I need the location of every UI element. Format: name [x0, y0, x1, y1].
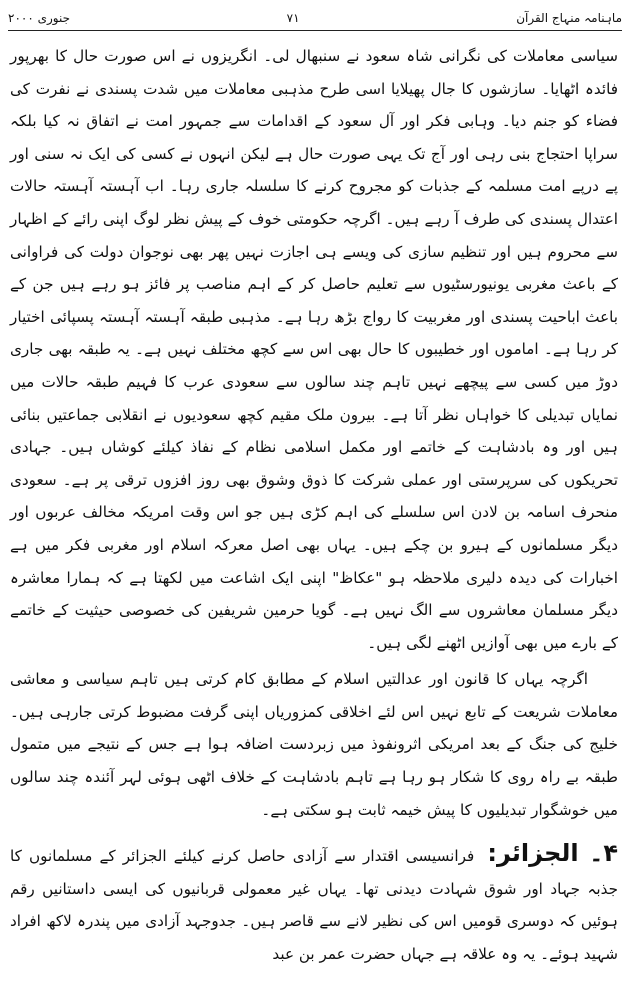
header-divider — [8, 30, 622, 31]
page-header — [8, 6, 622, 30]
section-heading-algeria: ۴۔ الجزائر: — [487, 839, 618, 868]
paragraph-saudi-law: اگرچہ یہاں کا قانون اور عدالتیں اسلام کے مطابق کام کرتی ہیں تاہم سیاسی و معاشی معاملات شریعت کے تابع نہیں اس لئے اخلاقی کمزوریاں اپنی گرفت مضبوط کرتی جارہی ہیں۔ خلیج کی جنگ کے بعد امریکی اثرونفوذ میں زبردست اضافہ ہوا ہے جس کے نتیجے میں متمول طبقہ بے راہ روی کا شکار ہو رہا ہے تاہم بادشاہت کے خلاف اٹھی ہوئی لہر آئندہ چند سالوں میں خوشگوار تبدیلیوں کا پیش خیمہ ثابت ہو سکتی ہے۔ — [10, 670, 618, 819]
article-body — [10, 40, 618, 971]
section-algeria — [10, 836, 618, 970]
header-magazine-title: ماہنامہ منہاج القرآن — [516, 11, 622, 25]
header-date: جنوری ۲۰۰۰ — [8, 11, 71, 25]
paragraph-saudi: سیاسی معاملات کی نگرانی شاہ سعود نے سنبھال لی۔ انگریزوں نے اس صورت حال کا بھرپور فائدہ اٹھایا۔ سازشوں کا جال پھیلایا اسی طرح مذہبی معاملات میں شدت پسندی نے نفرت کی فضاء کو جنم دیا۔ وہابی فکر اور آل سعود کے اقدامات سے جمہور امت نے اتفاق نہ کیا بلکہ سراپا احتجاج بنی رہی اور آج تک یہی صورت حال ہے لیکن انہوں نے کسی کی ایک نہ سنی اور پے درپے امت مسلمہ کے جذبات کو مجروح کرنے کا سلسلہ جاری رہا۔ اب آہستہ آہستہ حالات اعتدال پسندی کی طرف آ رہے ہیں۔ اگرچہ حکومتی خوف کے پیش نظر لوگ اپنی رائے کے اظہار سے محروم ہیں اور تنظیم سازی کی ویسے ہی اجازت نہیں پھر بھی نوجوان دولت کی فراوانی کے باعث مغربی یونیورسٹیوں سے تعلیم حاصل کر کے اہم مناصب پر فائز ہو رہے ہیں جن کے باعث اباحیت پسندی اور مغربیت کا رواج بڑھ رہا ہے۔ مذہبی طبقہ آہستہ آہستہ پسپائی اختیار کر رہا ہے۔ اماموں اور خطیبوں کا حال بھی اس سے کچھ مختلف نہیں ہے۔ یہ طبقہ بھی جاری دوڑ میں کسی سے پیچھے نہیں تاہم چند سالوں سے سعودی عرب کا فہیم طبقہ حالات میں نمایاں تبدیلی کا خواہاں نظر آتا ہے۔ بیرون ملک مقیم کچھ سعودیوں نے انقلابی جماعتیں بنائی ہیں اور وہ بادشاہت کے خاتمے اور مکمل اسلامی نظام کے نفاذ کیلئے کوشاں ہیں۔ جہادی تحریکوں کی سرپرستی اور عملی شرکت کا ذوق وشوق بھی روز افزوں ترقی پر ہے۔ سعودی منحرف اسامہ بن لادن اس سلسلے کی اہم کڑی ہیں جو اس وقت امریکہ مخالف عربوں اور دیگر مسلمانوں کے ہیرو بن چکے ہیں۔ یہاں بھی اصل معرکہ اسلام اور مغربی فکر میں ہے اخبارات کی دیدہ دلیری ملاحظہ ہو "عکاظ" اپنی ایک اشاعت میں لکھتا ہے کہ ہمارا معاشرہ دیگر مسلمان معاشروں سے الگ نہیں ہے۔ گویا حرمین شریفین کی خصوصی حیثیت کے خاتمے کے بارے میں بھی آوازیں اٹھنے لگی ہیں۔ — [10, 47, 618, 652]
header-page-number: ۷۱ — [286, 11, 300, 25]
section-text-algeria: فرانسیسی اقتدار سے آزادی حاصل کرنے کیلئے الجزائر کے مسلمانوں کا جذبہ جہاد اور شوق شہادت دیدنی تھا۔ یہاں غیر معمولی قربانیوں کی ایسی داستانیں رقم ہوئیں کہ دوسری قومیں اس کی نظیر لانے سے قاصر ہیں۔ جدوجہد آزادی میں پندرہ لاکھ افراد شہید ہوئے۔ یہ وہ علاقہ ہے جہاں حضرت عمر بن عبد — [10, 847, 618, 964]
